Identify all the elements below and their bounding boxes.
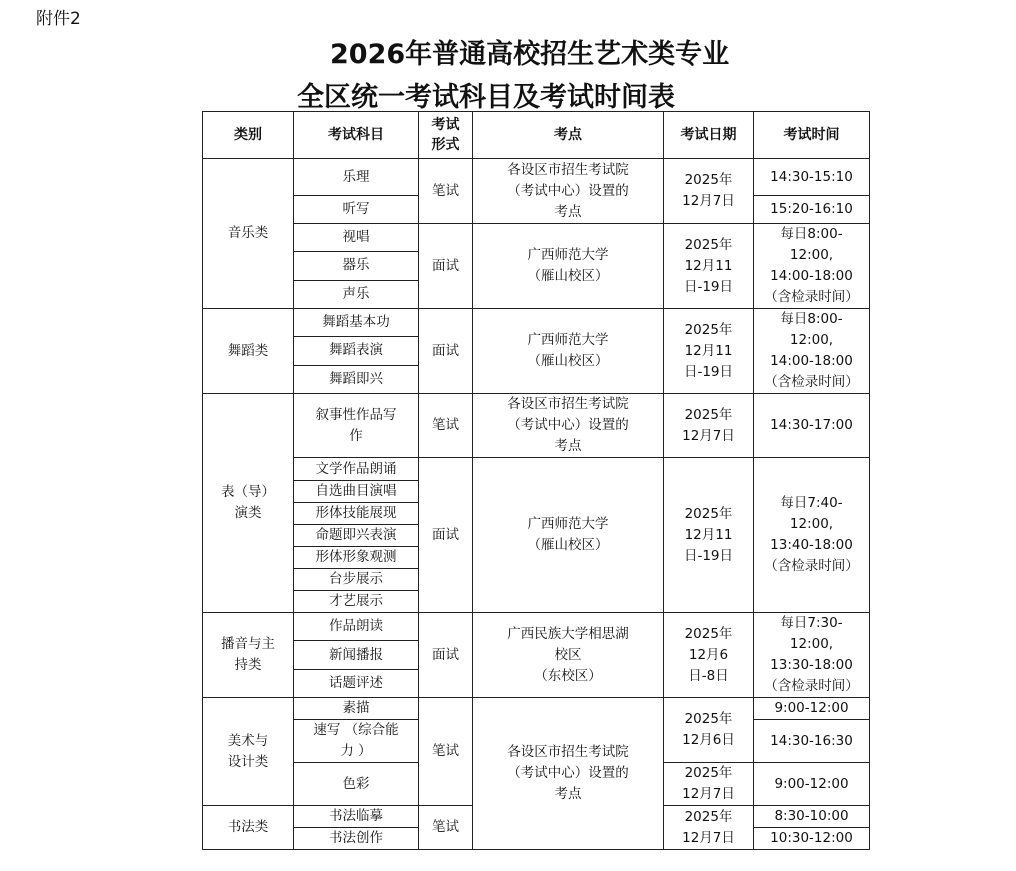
time-cell: 每日7:30- 12:00, 13:30-18:00 （含检录时间） [754, 613, 870, 698]
time-cell: 9:00-12:00 [754, 763, 870, 806]
form-cell: 面试 [419, 224, 473, 309]
location-cell: 广西师范大学 （雁山校区） [473, 309, 664, 394]
time-cell: 14:30-16:30 [754, 720, 870, 763]
header-subject: 考试科目 [294, 112, 419, 159]
table-row [203, 458, 870, 481]
subject-cell: 书法创作 [294, 828, 419, 850]
subject-cell: 才艺展示 [294, 591, 419, 613]
date-cell: 2025年 12月7日 [664, 763, 754, 806]
form-cell: 笔试 [419, 394, 473, 458]
page-title-line1: 2026年普通高校招生艺术类专业 [330, 39, 730, 70]
category-cell-dance: 舞蹈类 [203, 309, 294, 394]
subject-cell: 听写 [294, 196, 419, 224]
date-cell: 2025年 12月7日 [664, 394, 754, 458]
location-cell: 各设区市招生考试院 （考试中心）设置的 考点 [473, 394, 664, 458]
subject-cell: 乐理 [294, 159, 419, 196]
subject-cell: 文学作品朗诵 [294, 458, 419, 481]
header-location: 考点 [473, 112, 664, 159]
subject-cell: 自选曲目演唱 [294, 481, 419, 503]
subject-cell: 叙事性作品写 作 [294, 394, 419, 458]
time-cell: 8:30-10:00 [754, 806, 870, 828]
date-cell: 2025年 12月7日 [664, 806, 754, 850]
subject-cell: 舞蹈即兴 [294, 365, 419, 393]
category-cell-music: 音乐类 [203, 159, 294, 309]
location-cell: 广西师范大学 （雁山校区） [473, 224, 664, 309]
time-cell: 14:30-15:10 [754, 159, 870, 196]
category-cell-acting: 表（导） 演类 [203, 394, 294, 613]
date-cell: 2025年 12月11 日-19日 [664, 224, 754, 309]
time-cell: 每日8:00- 12:00, 14:00-18:00 （含检录时间） [754, 224, 870, 309]
form-cell: 笔试 [419, 159, 473, 224]
subject-cell: 视唱 [294, 224, 419, 252]
location-cell: 广西师范大学 （雁山校区） [473, 458, 664, 613]
time-cell: 10:30-12:00 [754, 828, 870, 850]
time-cell: 每日8:00- 12:00, 14:00-18:00 （含检录时间） [754, 309, 870, 394]
table-row [203, 698, 870, 720]
form-cell: 笔试 [419, 806, 473, 850]
form-cell: 面试 [419, 309, 473, 394]
table-row [203, 159, 870, 196]
subject-cell: 形体技能展现 [294, 503, 419, 525]
time-cell: 9:00-12:00 [754, 698, 870, 720]
table-row [203, 224, 870, 252]
subject-cell: 台步展示 [294, 569, 419, 591]
date-cell: 2025年 12月11 日-19日 [664, 309, 754, 394]
time-cell: 14:30-17:00 [754, 394, 870, 458]
subject-cell: 命题即兴表演 [294, 525, 419, 547]
form-cell: 笔试 [419, 698, 473, 806]
subject-cell: 书法临摹 [294, 806, 419, 828]
location-cell: 广西民族大学相思湖 校区 （东校区） [473, 613, 664, 698]
subject-cell: 速写 （综合能 力 ） [294, 720, 419, 763]
form-cell: 面试 [419, 613, 473, 698]
subject-cell: 形体形象观测 [294, 547, 419, 569]
header-row [203, 112, 870, 159]
exam-schedule-table [202, 111, 870, 850]
date-cell: 2025年 12月11 日-19日 [664, 458, 754, 613]
table-row [203, 394, 870, 458]
time-cell: 15:20-16:10 [754, 196, 870, 224]
attachment-label: 附件2 [36, 9, 81, 29]
header-time: 考试时间 [754, 112, 870, 159]
subject-cell: 色彩 [294, 763, 419, 806]
page-title-line2: 全区统一考试科目及考试时间表 [297, 82, 675, 113]
date-cell: 2025年 12月6 日-8日 [664, 613, 754, 698]
subject-cell: 舞蹈表演 [294, 337, 419, 365]
subject-cell: 话题评述 [294, 670, 419, 698]
subject-cell: 舞蹈基本功 [294, 309, 419, 337]
location-cell: 各设区市招生考试院 （考试中心）设置的 考点 [473, 698, 664, 850]
header-date: 考试日期 [664, 112, 754, 159]
subject-cell: 素描 [294, 698, 419, 720]
header-form: 考试 形式 [419, 112, 473, 159]
subject-cell: 声乐 [294, 280, 419, 308]
subject-cell: 作品朗读 [294, 613, 419, 641]
time-cell: 每日7:40- 12:00, 13:40-18:00 （含检录时间） [754, 458, 870, 613]
date-cell: 2025年 12月7日 [664, 159, 754, 224]
form-cell: 面试 [419, 458, 473, 613]
date-cell: 2025年 12月6日 [664, 698, 754, 763]
subject-cell: 器乐 [294, 252, 419, 280]
category-cell-calligraphy: 书法类 [203, 806, 294, 850]
table-row [203, 613, 870, 641]
header-category: 类别 [203, 112, 294, 159]
table-row [203, 309, 870, 337]
category-cell-art: 美术与 设计类 [203, 698, 294, 806]
category-cell-broadcast: 播音与主 持类 [203, 613, 294, 698]
location-cell: 各设区市招生考试院 （考试中心）设置的 考点 [473, 159, 664, 224]
subject-cell: 新闻播报 [294, 641, 419, 670]
